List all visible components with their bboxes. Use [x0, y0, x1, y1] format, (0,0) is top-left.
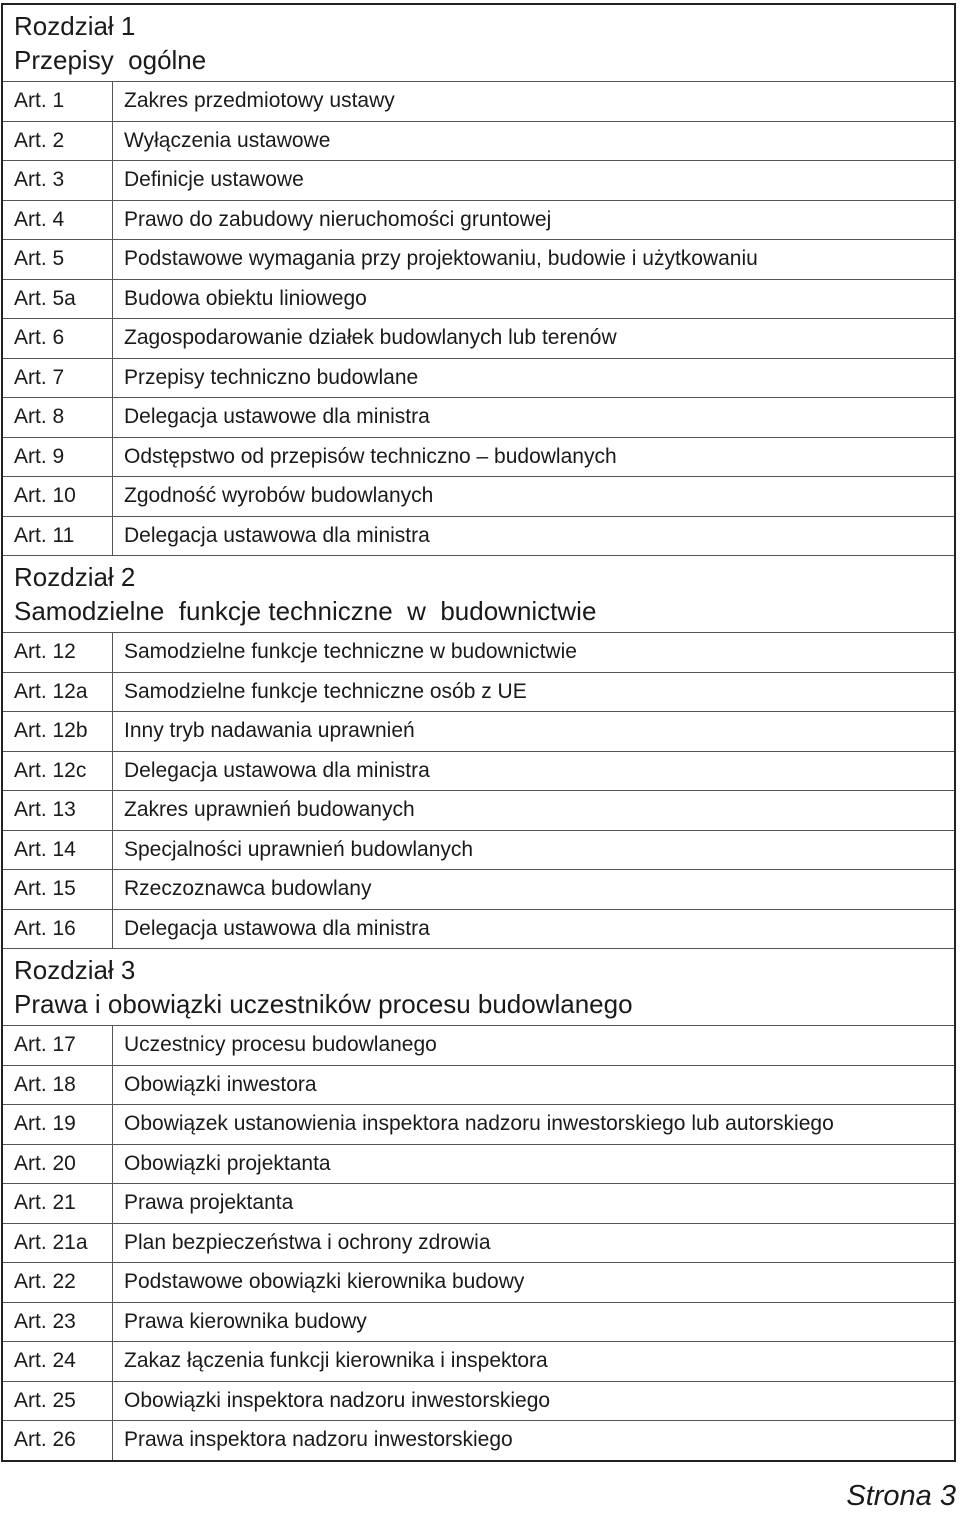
article-title: Obowiązek ustanowienia inspektora nadzoru inwestorskiego lub autorskiego	[113, 1105, 956, 1145]
article-title: Obowiązki inwestora	[113, 1065, 956, 1105]
article-row	[2, 830, 955, 870]
article-row	[2, 1381, 955, 1421]
article-title: Inny tryb nadawania uprawnień	[113, 712, 956, 752]
chapter-heading-row	[2, 949, 955, 1026]
article-row	[2, 1026, 955, 1066]
article-number: Art. 12	[2, 633, 113, 673]
article-title: Samodzielne funkcje techniczne osób z UE	[113, 672, 956, 712]
article-title: Delegacja ustawowa dla ministra	[113, 751, 956, 791]
article-number: Art. 9	[2, 437, 113, 477]
article-title: Specjalności uprawnień budowlanych	[113, 830, 956, 870]
article-title: Prawa inspektora nadzoru inwestorskiego	[113, 1421, 956, 1461]
article-number: Art. 3	[2, 161, 113, 201]
chapter-number: Rozdział 1	[14, 11, 136, 41]
chapter-title: Samodzielne funkcje techniczne w budownictwie	[14, 596, 597, 626]
article-number: Art. 5	[2, 240, 113, 280]
article-row	[2, 516, 955, 556]
article-number: Art. 5a	[2, 279, 113, 319]
article-row	[2, 791, 955, 831]
article-row	[2, 672, 955, 712]
article-row	[2, 437, 955, 477]
article-title: Samodzielne funkcje techniczne w budownictwie	[113, 633, 956, 673]
article-title: Delegacja ustawowa dla ministra	[113, 516, 956, 556]
article-title: Delegacja ustawowe dla ministra	[113, 398, 956, 438]
article-number: Art. 12c	[2, 751, 113, 791]
article-title: Podstawowe wymagania przy projektowaniu, budowie i użytkowaniu	[113, 240, 956, 280]
article-number: Art. 17	[2, 1026, 113, 1066]
article-number: Art. 25	[2, 1381, 113, 1421]
chapter-title: Prawa i obowiązki uczestników procesu budowlanego	[14, 989, 633, 1019]
article-number: Art. 21	[2, 1184, 113, 1224]
article-number: Art. 13	[2, 791, 113, 831]
article-number: Art. 26	[2, 1421, 113, 1461]
article-number: Art. 18	[2, 1065, 113, 1105]
article-title: Delegacja ustawowa dla ministra	[113, 909, 956, 949]
article-number: Art. 20	[2, 1144, 113, 1184]
article-row	[2, 82, 955, 122]
article-number: Art. 11	[2, 516, 113, 556]
article-title: Zakres przedmiotowy ustawy	[113, 82, 956, 122]
chapter-title: Przepisy ogólne	[14, 45, 207, 75]
article-title: Budowa obiektu liniowego	[113, 279, 956, 319]
article-title: Obowiązki projektanta	[113, 1144, 956, 1184]
article-number: Art. 4	[2, 200, 113, 240]
article-row	[2, 398, 955, 438]
article-number: Art. 19	[2, 1105, 113, 1145]
article-number: Art. 15	[2, 870, 113, 910]
chapter-heading-row	[2, 556, 955, 633]
article-title: Przepisy techniczno budowlane	[113, 358, 956, 398]
article-title: Definicje ustawowe	[113, 161, 956, 201]
article-title: Prawo do zabudowy nieruchomości gruntowej	[113, 200, 956, 240]
article-row	[2, 358, 955, 398]
article-row	[2, 1223, 955, 1263]
article-row	[2, 633, 955, 673]
article-row	[2, 121, 955, 161]
article-title: Zakaz łączenia funkcji kierownika i inspektora	[113, 1342, 956, 1382]
article-row	[2, 1342, 955, 1382]
article-number: Art. 2	[2, 121, 113, 161]
article-title: Plan bezpieczeństwa i ochrony zdrowia	[113, 1223, 956, 1263]
article-number: Art. 12a	[2, 672, 113, 712]
article-number: Art. 1	[2, 82, 113, 122]
article-title: Prawa projektanta	[113, 1184, 956, 1224]
chapter-number: Rozdział 3	[14, 955, 136, 985]
article-title: Obowiązki inspektora nadzoru inwestorskiego	[113, 1381, 956, 1421]
article-title: Odstępstwo od przepisów techniczno – budowlanych	[113, 437, 956, 477]
article-number: Art. 7	[2, 358, 113, 398]
page-number: Strona 3	[846, 1480, 956, 1512]
article-row	[2, 200, 955, 240]
article-title: Rzeczoznawca budowlany	[113, 870, 956, 910]
article-row	[2, 870, 955, 910]
article-number: Art. 16	[2, 909, 113, 949]
chapter-heading	[2, 949, 955, 1026]
article-row	[2, 712, 955, 752]
article-row	[2, 319, 955, 359]
article-row	[2, 161, 955, 201]
article-number: Art. 6	[2, 319, 113, 359]
chapter-heading	[2, 4, 955, 82]
chapter-heading-row	[2, 4, 955, 82]
article-number: Art. 14	[2, 830, 113, 870]
article-row	[2, 1302, 955, 1342]
article-row	[2, 751, 955, 791]
article-row	[2, 240, 955, 280]
article-title: Wyłączenia ustawowe	[113, 121, 956, 161]
article-number: Art. 10	[2, 477, 113, 517]
chapter-number: Rozdział 2	[14, 562, 136, 592]
article-title: Prawa kierownika budowy	[113, 1302, 956, 1342]
article-number: Art. 12b	[2, 712, 113, 752]
article-row	[2, 909, 955, 949]
article-row	[2, 1421, 955, 1461]
article-row	[2, 1105, 955, 1145]
article-title: Zgodność wyrobów budowlanych	[113, 477, 956, 517]
table-of-contents	[1, 3, 956, 1462]
chapter-heading	[2, 556, 955, 633]
article-row	[2, 279, 955, 319]
article-row	[2, 477, 955, 517]
article-title: Zagospodarowanie działek budowlanych lub terenów	[113, 319, 956, 359]
article-number: Art. 22	[2, 1263, 113, 1303]
article-title: Uczestnicy procesu budowlanego	[113, 1026, 956, 1066]
article-row	[2, 1263, 955, 1303]
article-number: Art. 21a	[2, 1223, 113, 1263]
article-number: Art. 23	[2, 1302, 113, 1342]
article-number: Art. 8	[2, 398, 113, 438]
article-row	[2, 1184, 955, 1224]
article-number: Art. 24	[2, 1342, 113, 1382]
article-row	[2, 1144, 955, 1184]
article-title: Zakres uprawnień budowanych	[113, 791, 956, 831]
article-title: Podstawowe obowiązki kierownika budowy	[113, 1263, 956, 1303]
article-row	[2, 1065, 955, 1105]
